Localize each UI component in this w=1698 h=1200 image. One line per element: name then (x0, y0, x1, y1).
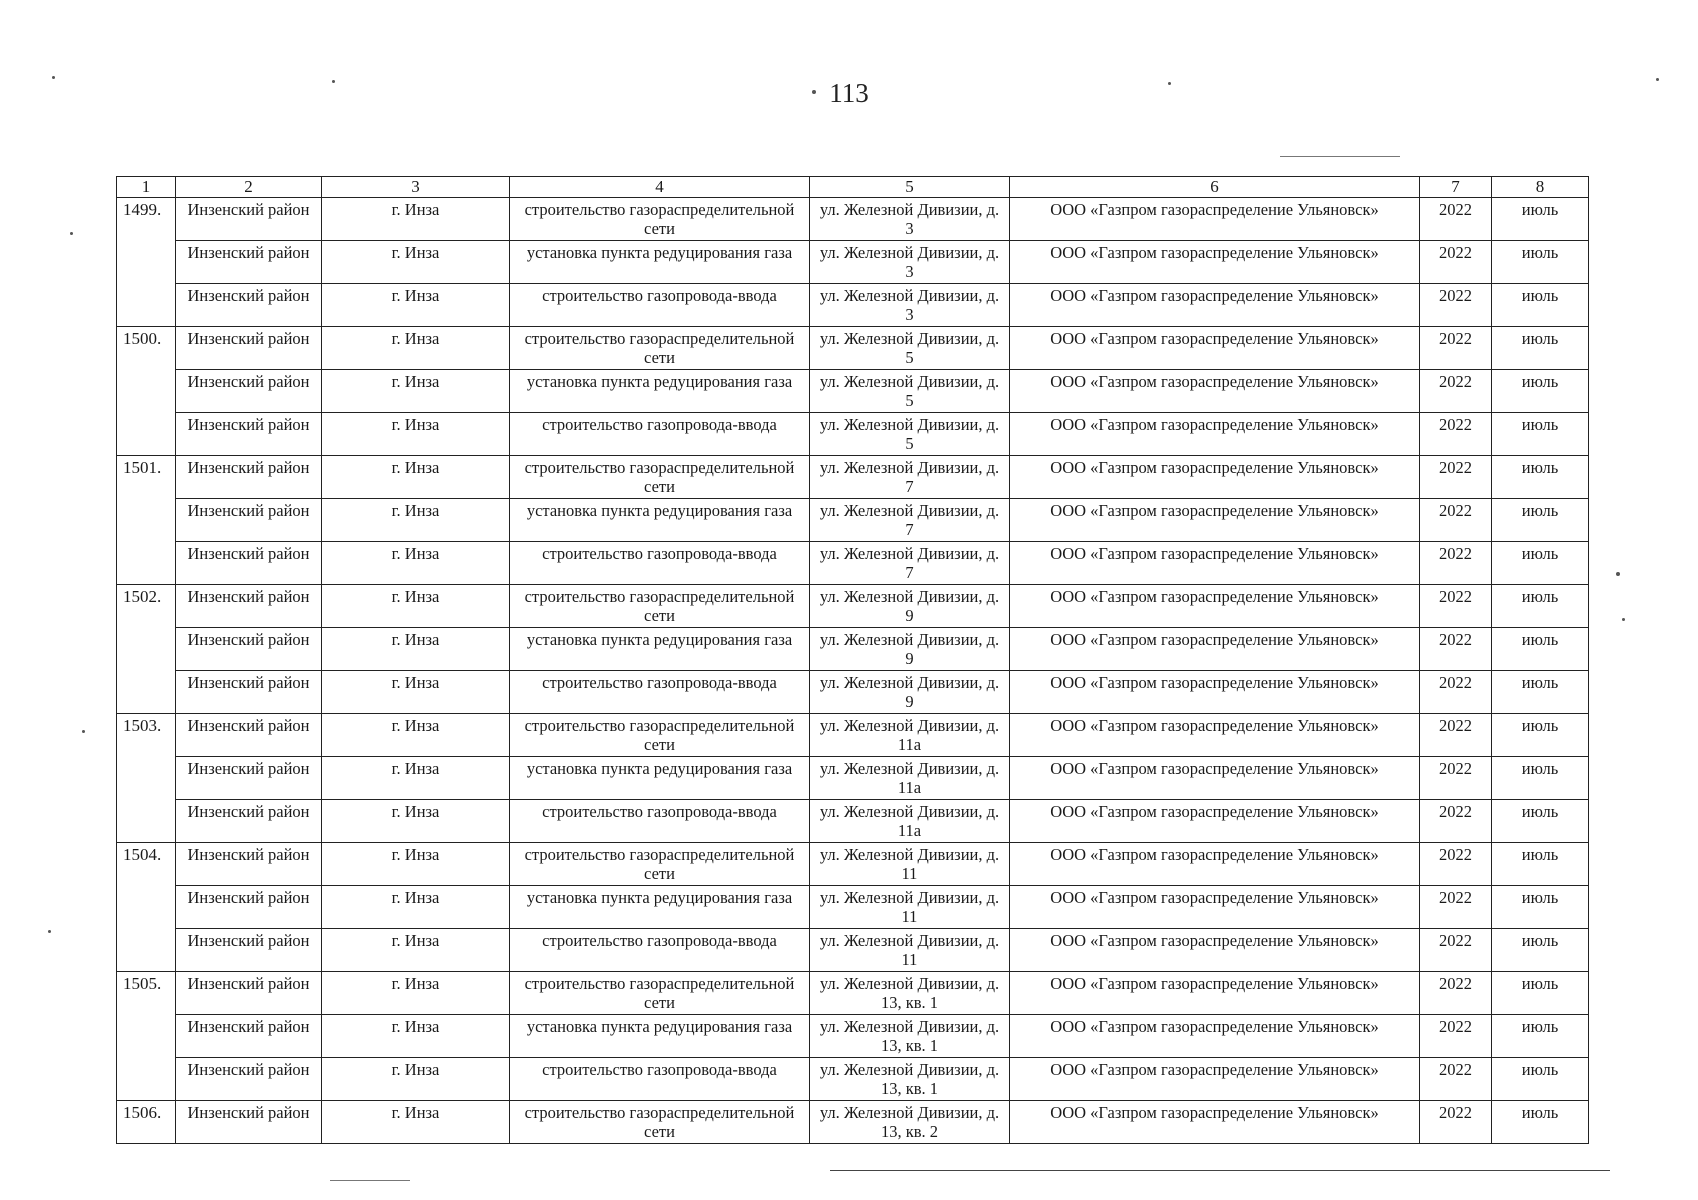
year-cell: 2022 (1420, 800, 1492, 843)
address-cell: ул. Железной Дивизии, д. 11а (810, 757, 1010, 800)
scan-speck (1656, 78, 1659, 81)
address-cell: ул. Железной Дивизии, д. 9 (810, 628, 1010, 671)
table-row (117, 1101, 1589, 1144)
month-cell: июль (1492, 757, 1589, 800)
organization-cell: ООО «Газпром газораспределение Ульяновск» (1010, 198, 1420, 241)
address-cell: ул. Железной Дивизии, д. 11а (810, 714, 1010, 757)
district-cell: Инзенский район (176, 671, 322, 714)
table-row (117, 1058, 1589, 1101)
city-cell: г. Инза (322, 757, 510, 800)
district-cell: Инзенский район (176, 370, 322, 413)
district-cell: Инзенский район (176, 628, 322, 671)
work-type-cell: установка пункта редуцирования газа (510, 886, 810, 929)
item-number-cell (117, 284, 176, 327)
district-cell: Инзенский район (176, 1101, 322, 1144)
organization-cell: ООО «Газпром газораспределение Ульяновск» (1010, 413, 1420, 456)
organization-cell: ООО «Газпром газораспределение Ульяновск» (1010, 972, 1420, 1015)
organization-cell: ООО «Газпром газораспределение Ульяновск» (1010, 585, 1420, 628)
work-type-cell: строительство газораспределительной сети (510, 714, 810, 757)
table-row (117, 843, 1589, 886)
city-cell: г. Инза (322, 542, 510, 585)
address-cell: ул. Железной Дивизии, д. 3 (810, 284, 1010, 327)
city-cell: г. Инза (322, 1058, 510, 1101)
district-cell: Инзенский район (176, 843, 322, 886)
city-cell: г. Инза (322, 585, 510, 628)
month-cell: июль (1492, 628, 1589, 671)
scan-speck (812, 90, 816, 94)
work-type-cell: строительство газораспределительной сети (510, 456, 810, 499)
month-cell: июль (1492, 370, 1589, 413)
table-row (117, 585, 1589, 628)
work-type-cell: установка пункта редуцирования газа (510, 628, 810, 671)
organization-cell: ООО «Газпром газораспределение Ульяновск» (1010, 284, 1420, 327)
table-row (117, 413, 1589, 456)
city-cell: г. Инза (322, 241, 510, 284)
column-header: 1 (117, 177, 176, 198)
month-cell: июль (1492, 1058, 1589, 1101)
year-cell: 2022 (1420, 714, 1492, 757)
year-cell: 2022 (1420, 499, 1492, 542)
column-numbers-row (117, 177, 1589, 198)
column-header: 3 (322, 177, 510, 198)
address-cell: ул. Железной Дивизии, д. 3 (810, 198, 1010, 241)
work-type-cell: установка пункта редуцирования газа (510, 1015, 810, 1058)
table-row (117, 284, 1589, 327)
address-cell: ул. Железной Дивизии, д. 13, кв. 1 (810, 1015, 1010, 1058)
organization-cell: ООО «Газпром газораспределение Ульяновск» (1010, 1058, 1420, 1101)
scan-speck (70, 232, 73, 235)
work-type-cell: строительство газораспределительной сети (510, 843, 810, 886)
year-cell: 2022 (1420, 671, 1492, 714)
column-header: 6 (1010, 177, 1420, 198)
year-cell: 2022 (1420, 972, 1492, 1015)
district-cell: Инзенский район (176, 714, 322, 757)
scan-speck (1168, 82, 1171, 85)
work-type-cell: строительство газопровода-ввода (510, 284, 810, 327)
district-cell: Инзенский район (176, 585, 322, 628)
work-type-cell: строительство газораспределительной сети (510, 327, 810, 370)
address-cell: ул. Железной Дивизии, д. 5 (810, 413, 1010, 456)
organization-cell: ООО «Газпром газораспределение Ульяновск» (1010, 370, 1420, 413)
item-number-cell: 1506. (117, 1101, 176, 1144)
year-cell: 2022 (1420, 843, 1492, 886)
work-type-cell: строительство газопровода-ввода (510, 542, 810, 585)
item-number-cell (117, 370, 176, 413)
month-cell: июль (1492, 929, 1589, 972)
city-cell: г. Инза (322, 327, 510, 370)
month-cell: июль (1492, 714, 1589, 757)
month-cell: июль (1492, 198, 1589, 241)
table-row (117, 886, 1589, 929)
year-cell: 2022 (1420, 542, 1492, 585)
district-cell: Инзенский район (176, 886, 322, 929)
scan-speck (1616, 572, 1620, 576)
organization-cell: ООО «Газпром газораспределение Ульяновск» (1010, 499, 1420, 542)
address-cell: ул. Железной Дивизии, д. 7 (810, 456, 1010, 499)
month-cell: июль (1492, 241, 1589, 284)
table-row (117, 198, 1589, 241)
city-cell: г. Инза (322, 1101, 510, 1144)
organization-cell: ООО «Газпром газораспределение Ульяновск» (1010, 327, 1420, 370)
item-number-cell: 1501. (117, 456, 176, 499)
month-cell: июль (1492, 542, 1589, 585)
month-cell: июль (1492, 1101, 1589, 1144)
month-cell: июль (1492, 800, 1589, 843)
work-type-cell: строительство газопровода-ввода (510, 929, 810, 972)
work-type-cell: строительство газопровода-ввода (510, 671, 810, 714)
address-cell: ул. Железной Дивизии, д. 11а (810, 800, 1010, 843)
city-cell: г. Инза (322, 972, 510, 1015)
address-cell: ул. Железной Дивизии, д. 5 (810, 370, 1010, 413)
year-cell: 2022 (1420, 241, 1492, 284)
table-row (117, 757, 1589, 800)
column-header: 8 (1492, 177, 1589, 198)
year-cell: 2022 (1420, 886, 1492, 929)
table-row (117, 671, 1589, 714)
item-number-cell (117, 1058, 176, 1101)
column-header: 5 (810, 177, 1010, 198)
table-row (117, 800, 1589, 843)
year-cell: 2022 (1420, 1015, 1492, 1058)
city-cell: г. Инза (322, 413, 510, 456)
year-cell: 2022 (1420, 929, 1492, 972)
year-cell: 2022 (1420, 370, 1492, 413)
organization-cell: ООО «Газпром газораспределение Ульяновск» (1010, 542, 1420, 585)
organization-cell: ООО «Газпром газораспределение Ульяновск» (1010, 628, 1420, 671)
month-cell: июль (1492, 585, 1589, 628)
year-cell: 2022 (1420, 327, 1492, 370)
work-type-cell: установка пункта редуцирования газа (510, 241, 810, 284)
organization-cell: ООО «Газпром газораспределение Ульяновск» (1010, 886, 1420, 929)
city-cell: г. Инза (322, 843, 510, 886)
month-cell: июль (1492, 327, 1589, 370)
table-body (117, 198, 1589, 1144)
year-cell: 2022 (1420, 284, 1492, 327)
organization-cell: ООО «Газпром газораспределение Ульяновск» (1010, 1101, 1420, 1144)
address-cell: ул. Железной Дивизии, д. 11 (810, 843, 1010, 886)
column-header: 7 (1420, 177, 1492, 198)
month-cell: июль (1492, 413, 1589, 456)
column-header: 2 (176, 177, 322, 198)
organization-cell: ООО «Газпром газораспределение Ульяновск» (1010, 1015, 1420, 1058)
city-cell: г. Инза (322, 628, 510, 671)
table-row (117, 241, 1589, 284)
district-cell: Инзенский район (176, 1015, 322, 1058)
address-cell: ул. Железной Дивизии, д. 7 (810, 499, 1010, 542)
work-type-cell: строительство газопровода-ввода (510, 413, 810, 456)
year-cell: 2022 (1420, 585, 1492, 628)
city-cell: г. Инза (322, 499, 510, 542)
item-number-cell: 1503. (117, 714, 176, 757)
city-cell: г. Инза (322, 456, 510, 499)
address-cell: ул. Железной Дивизии, д. 3 (810, 241, 1010, 284)
month-cell: июль (1492, 284, 1589, 327)
month-cell: июль (1492, 843, 1589, 886)
city-cell: г. Инза (322, 370, 510, 413)
district-cell: Инзенский район (176, 198, 322, 241)
district-cell: Инзенский район (176, 929, 322, 972)
table-row (117, 714, 1589, 757)
scan-speck (332, 80, 335, 83)
scan-line (830, 1170, 1610, 1171)
work-type-cell: строительство газопровода-ввода (510, 1058, 810, 1101)
district-cell: Инзенский район (176, 241, 322, 284)
table-row (117, 628, 1589, 671)
address-cell: ул. Железной Дивизии, д. 11 (810, 929, 1010, 972)
city-cell: г. Инза (322, 198, 510, 241)
table-row (117, 929, 1589, 972)
item-number-cell: 1502. (117, 585, 176, 628)
item-number-cell (117, 757, 176, 800)
page-number: 113 (829, 78, 869, 108)
district-cell: Инзенский район (176, 284, 322, 327)
table-row (117, 542, 1589, 585)
item-number-cell (117, 800, 176, 843)
address-cell: ул. Железной Дивизии, д. 5 (810, 327, 1010, 370)
district-cell: Инзенский район (176, 542, 322, 585)
organization-cell: ООО «Газпром газораспределение Ульяновск» (1010, 671, 1420, 714)
organization-cell: ООО «Газпром газораспределение Ульяновск» (1010, 843, 1420, 886)
item-number-cell: 1504. (117, 843, 176, 886)
organization-cell: ООО «Газпром газораспределение Ульяновск» (1010, 800, 1420, 843)
city-cell: г. Инза (322, 800, 510, 843)
work-type-cell: строительство газораспределительной сети (510, 585, 810, 628)
organization-cell: ООО «Газпром газораспределение Ульяновск» (1010, 929, 1420, 972)
city-cell: г. Инза (322, 671, 510, 714)
month-cell: июль (1492, 499, 1589, 542)
item-number-cell (117, 671, 176, 714)
district-cell: Инзенский район (176, 1058, 322, 1101)
scan-line (330, 1180, 410, 1181)
objects-table (116, 176, 1589, 1144)
organization-cell: ООО «Газпром газораспределение Ульяновск» (1010, 714, 1420, 757)
work-type-cell: установка пункта редуцирования газа (510, 499, 810, 542)
item-number-cell (117, 929, 176, 972)
item-number-cell (117, 499, 176, 542)
item-number-cell: 1500. (117, 327, 176, 370)
item-number-cell (117, 413, 176, 456)
table-row (117, 972, 1589, 1015)
address-cell: ул. Железной Дивизии, д. 7 (810, 542, 1010, 585)
work-type-cell: строительство газораспределительной сети (510, 1101, 810, 1144)
scan-line (1280, 156, 1400, 157)
city-cell: г. Инза (322, 284, 510, 327)
address-cell: ул. Железной Дивизии, д. 13, кв. 2 (810, 1101, 1010, 1144)
year-cell: 2022 (1420, 413, 1492, 456)
item-number-cell (117, 628, 176, 671)
month-cell: июль (1492, 972, 1589, 1015)
address-cell: ул. Железной Дивизии, д. 13, кв. 1 (810, 972, 1010, 1015)
year-cell: 2022 (1420, 757, 1492, 800)
item-number-cell (117, 1015, 176, 1058)
work-type-cell: установка пункта редуцирования газа (510, 370, 810, 413)
item-number-cell (117, 542, 176, 585)
work-type-cell: установка пункта редуцирования газа (510, 757, 810, 800)
scan-speck (52, 76, 55, 79)
district-cell: Инзенский район (176, 972, 322, 1015)
table-row (117, 327, 1589, 370)
district-cell: Инзенский район (176, 456, 322, 499)
year-cell: 2022 (1420, 456, 1492, 499)
year-cell: 2022 (1420, 198, 1492, 241)
item-number-cell: 1499. (117, 198, 176, 241)
address-cell: ул. Железной Дивизии, д. 9 (810, 585, 1010, 628)
table-row (117, 499, 1589, 542)
column-header: 4 (510, 177, 810, 198)
year-cell: 2022 (1420, 1101, 1492, 1144)
address-cell: ул. Железной Дивизии, д. 11 (810, 886, 1010, 929)
address-cell: ул. Железной Дивизии, д. 9 (810, 671, 1010, 714)
district-cell: Инзенский район (176, 499, 322, 542)
scan-speck (1622, 618, 1625, 621)
table-row (117, 1015, 1589, 1058)
city-cell: г. Инза (322, 1015, 510, 1058)
organization-cell: ООО «Газпром газораспределение Ульяновск» (1010, 757, 1420, 800)
month-cell: июль (1492, 1015, 1589, 1058)
table-row (117, 456, 1589, 499)
district-cell: Инзенский район (176, 757, 322, 800)
month-cell: июль (1492, 456, 1589, 499)
month-cell: июль (1492, 671, 1589, 714)
city-cell: г. Инза (322, 886, 510, 929)
item-number-cell (117, 886, 176, 929)
month-cell: июль (1492, 886, 1589, 929)
district-cell: Инзенский район (176, 413, 322, 456)
item-number-cell (117, 241, 176, 284)
table-row (117, 370, 1589, 413)
city-cell: г. Инза (322, 714, 510, 757)
district-cell: Инзенский район (176, 327, 322, 370)
work-type-cell: строительство газораспределительной сети (510, 972, 810, 1015)
scan-speck (48, 930, 51, 933)
item-number-cell: 1505. (117, 972, 176, 1015)
year-cell: 2022 (1420, 628, 1492, 671)
organization-cell: ООО «Газпром газораспределение Ульяновск» (1010, 456, 1420, 499)
address-cell: ул. Железной Дивизии, д. 13, кв. 1 (810, 1058, 1010, 1101)
year-cell: 2022 (1420, 1058, 1492, 1101)
work-type-cell: строительство газораспределительной сети (510, 198, 810, 241)
city-cell: г. Инза (322, 929, 510, 972)
scan-speck (82, 730, 85, 733)
work-type-cell: строительство газопровода-ввода (510, 800, 810, 843)
district-cell: Инзенский район (176, 800, 322, 843)
organization-cell: ООО «Газпром газораспределение Ульяновск» (1010, 241, 1420, 284)
